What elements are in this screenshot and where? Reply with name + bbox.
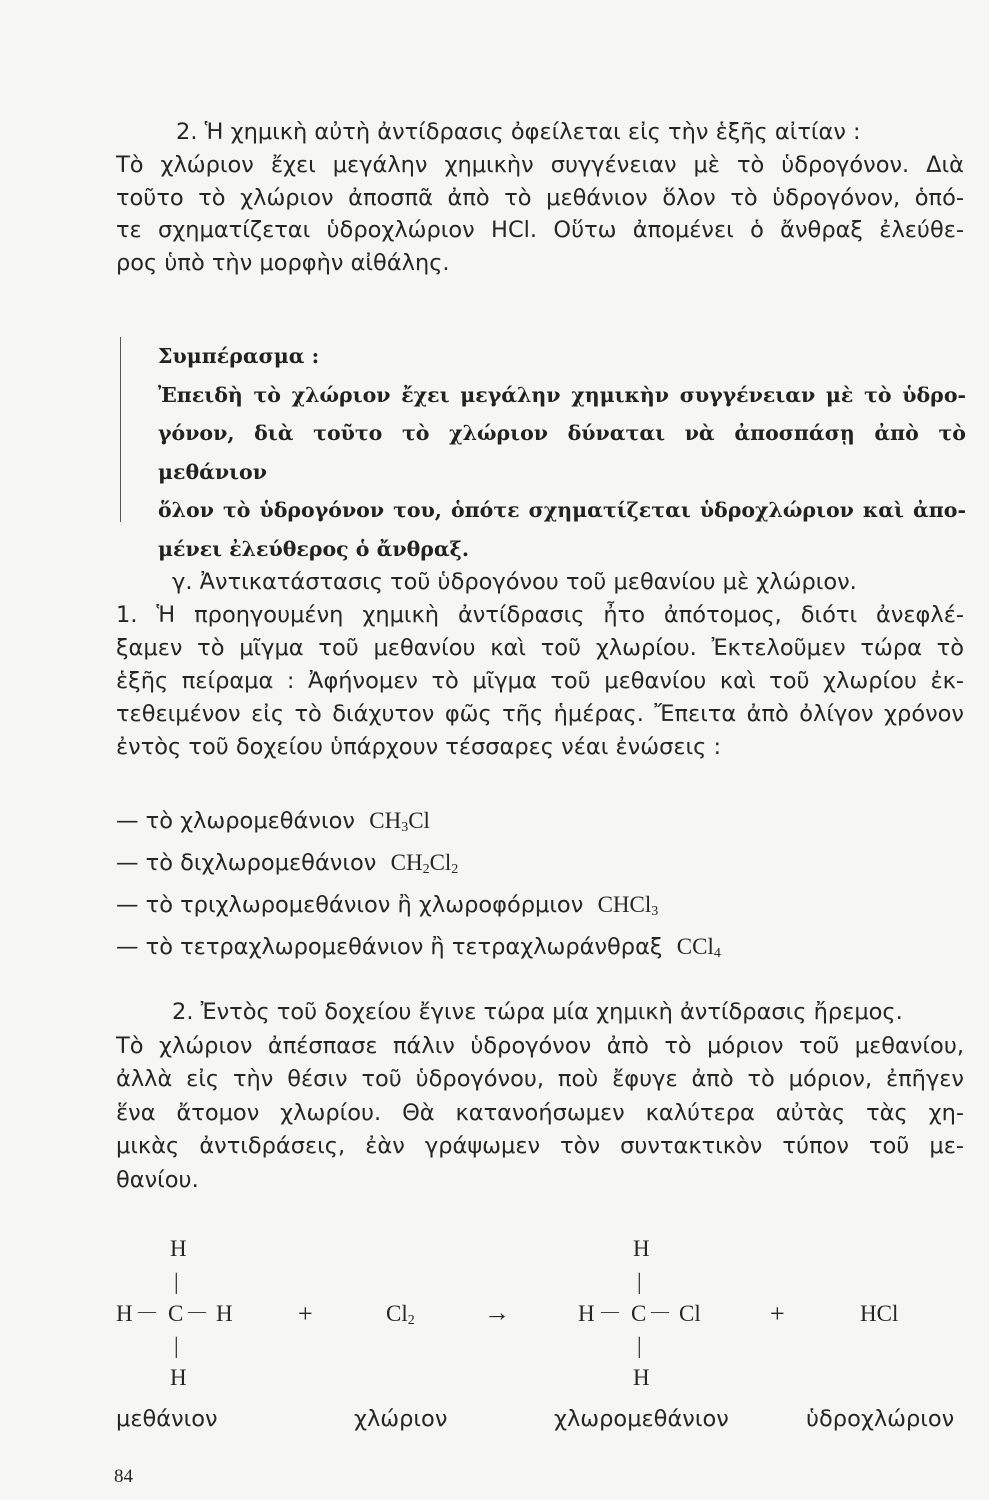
conclusion-line: Ἐπειδὴ τὸ χλώριον ἔχει μεγάλην χημικὴν συγγένειαν μὲ τὸ ὑδρο- [158,382,966,407]
text-line: ἐντὸς τοῦ δοχείου ὑπάρχουν τέσσαρες νέαι ἐνώσεις : [116,734,722,760]
name-hcl: ὑδροχλώριον [806,1406,955,1432]
methane-h-left: H [116,1301,133,1326]
text-line: 2. Ἡ χημικὴ αὐτὴ ἀντίδρασις ὀφείλεται εἰς τὴν ἑξῆς αἰτίαν : [176,119,861,145]
name-methane: μεθάνιον [116,1406,218,1432]
compound-name: — τὸ διχλωρομεθάνιον [116,850,377,876]
text-line: Τὸ χλώριον ἀπέσπασε πάλιν ὑδρογόνον ἀπὸ τὸ μόριον τοῦ μεθανίου, [116,1032,964,1059]
text-line: 1. Ἡ προηγουμένη χημικὴ ἀντίδρασις ἦτο ἀπότομος, διότι ἀνεφλέ- [116,602,964,628]
compound-item [116,929,721,971]
text-line: ἕνα ἄτομον χλωρίου. Θὰ κατανοήσωμεν καλύτερα αὐτὰς τὰς χη- [116,1099,964,1126]
compound-list [116,803,721,971]
compound-formula: CCl$_4$ [676,934,721,961]
chloromethane-bond-top: | [637,1269,642,1294]
conclusion-heading: Συμπέρασμα : [158,344,320,368]
chloromethane-h-left: H [578,1301,595,1326]
compound-name: — τὸ τριχλωρομεθάνιον ἢ χλωροφόρμιον [116,892,584,918]
compound-formula: $CH_3Cl$ [369,808,430,835]
text-line: ρος ὑπὸ τὴν μορφὴν αἰθάλης. [116,250,450,277]
methane-h-top: H [170,1236,187,1261]
reaction-arrow: → [484,1298,510,1327]
chlorine-formula: $Cl_2$ [386,1301,415,1328]
compound-name: — τὸ χλωρομεθάνιον [116,808,355,834]
page-number: 84 [114,1466,133,1487]
compound-item [116,887,721,929]
methane-bond-bottom: | [174,1333,179,1358]
chloromethane-h-bottom: H [633,1365,650,1390]
conclusion-line: ὅλον τὸ ὑδρογόνον του, ὁπότε σχηματίζεται ὑδροχλώριον καὶ ἀπο- [158,498,966,522]
methane-h-bottom: H [170,1365,187,1390]
section-g-heading: γ. Ἀντικατάστασις τοῦ ὑδρογόνου τοῦ μεθανίου μὲ χλώριον. [172,569,857,595]
text-line: ξαμεν τὸ μῖγμα τοῦ μεθανίου καὶ τοῦ χλωρίου. Ἐκτελοῦμεν τώρα τὸ [116,635,964,661]
text-line: Τὸ χλώριον ἔχει μεγάλην χημικὴν συγγένειαν μὲ τὸ ὑδρογόνον. Διὰ [116,151,964,178]
plus-sign: + [770,1299,785,1328]
section-g [116,566,964,764]
compound-name: — τὸ τετραχλωρομεθάνιον ἢ τετραχλωράνθραξ [116,934,663,960]
compound-item [116,803,721,845]
chloromethane-c: C [631,1301,647,1326]
chloromethane-h-top: H [633,1236,650,1261]
chloromethane-bond-bottom: | [637,1333,642,1358]
methane-bond-top: | [174,1269,179,1294]
section-2-paragraph [116,116,964,280]
chloromethane-bond-right: — [651,1301,669,1321]
name-chlorine: χλώριον [354,1406,448,1432]
text-line: ἑξῆς πείραμα : Ἀφήνομεν τὸ μῖγμα τοῦ μεθανίου καὶ τοῦ χλωρίου ἐκ- [116,668,964,694]
text-line: θανίου. [116,1166,199,1193]
text-line: τοῦτο τὸ χλώριον ἀποσπᾶ ἀπὸ τὸ μεθάνιον ὅλον τὸ ὑδρογόνον, ὁπό- [116,184,964,211]
chloromethane-bond-left: — [601,1301,619,1321]
conclusion-box [120,337,966,561]
compound-formula: CHCl$_3$ [597,892,659,919]
methane-bond-right: — [188,1301,206,1321]
conclusion-line: μένει ἐλεύθερος ὁ ἄνθραξ. [158,536,469,561]
text-line: τε σχηματίζεται ὑδροχλώριον HCl. Οὕτω ἀπομένει ὁ ἄνθραξ ἐλεύθε- [116,217,964,244]
name-chloromethane: χλωρομεθάνιον [554,1406,729,1432]
text-line: μικὰς ἀντιδράσεις, ἐὰν γράψωμεν τὸν συντακτικὸν τύπον τοῦ με- [116,1133,964,1159]
chloromethane-cl: Cl [679,1301,701,1326]
text-line: 2. Ἐντὸς τοῦ δοχείου ἔγινε τώρα μία χημικὴ ἀντίδρασις ἤρεμος. [172,999,903,1025]
text-line: τεθειμένον εἰς τὸ διάχυτον φῶς τῆς ἡμέρας. Ἔπειτα ἀπὸ ὀλίγον χρόνον [116,701,964,727]
text-line: ἀλλὰ εἰς τὴν θέσιν τοῦ ὑδρογόνου, ποὺ ἔφυγε ἀπὸ τὸ μόριον, ἐπῆγεν [116,1066,964,1092]
methane-c: C [168,1301,184,1326]
methane-h-right: H [216,1301,233,1326]
plus-sign: + [298,1299,313,1328]
compound-formula: $CH_2Cl_2$ [390,850,459,877]
section-2b-paragraph [116,996,964,1197]
conclusion-line: γόνον, διὰ τοῦτο τὸ χλώριον δύναται νὰ ἀποσπάσῃ ἀπὸ τὸ μεθάνιον [158,421,966,484]
compound-item [116,845,721,887]
hcl-formula: HCl [860,1301,899,1326]
methane-bond-left: — [138,1301,156,1321]
